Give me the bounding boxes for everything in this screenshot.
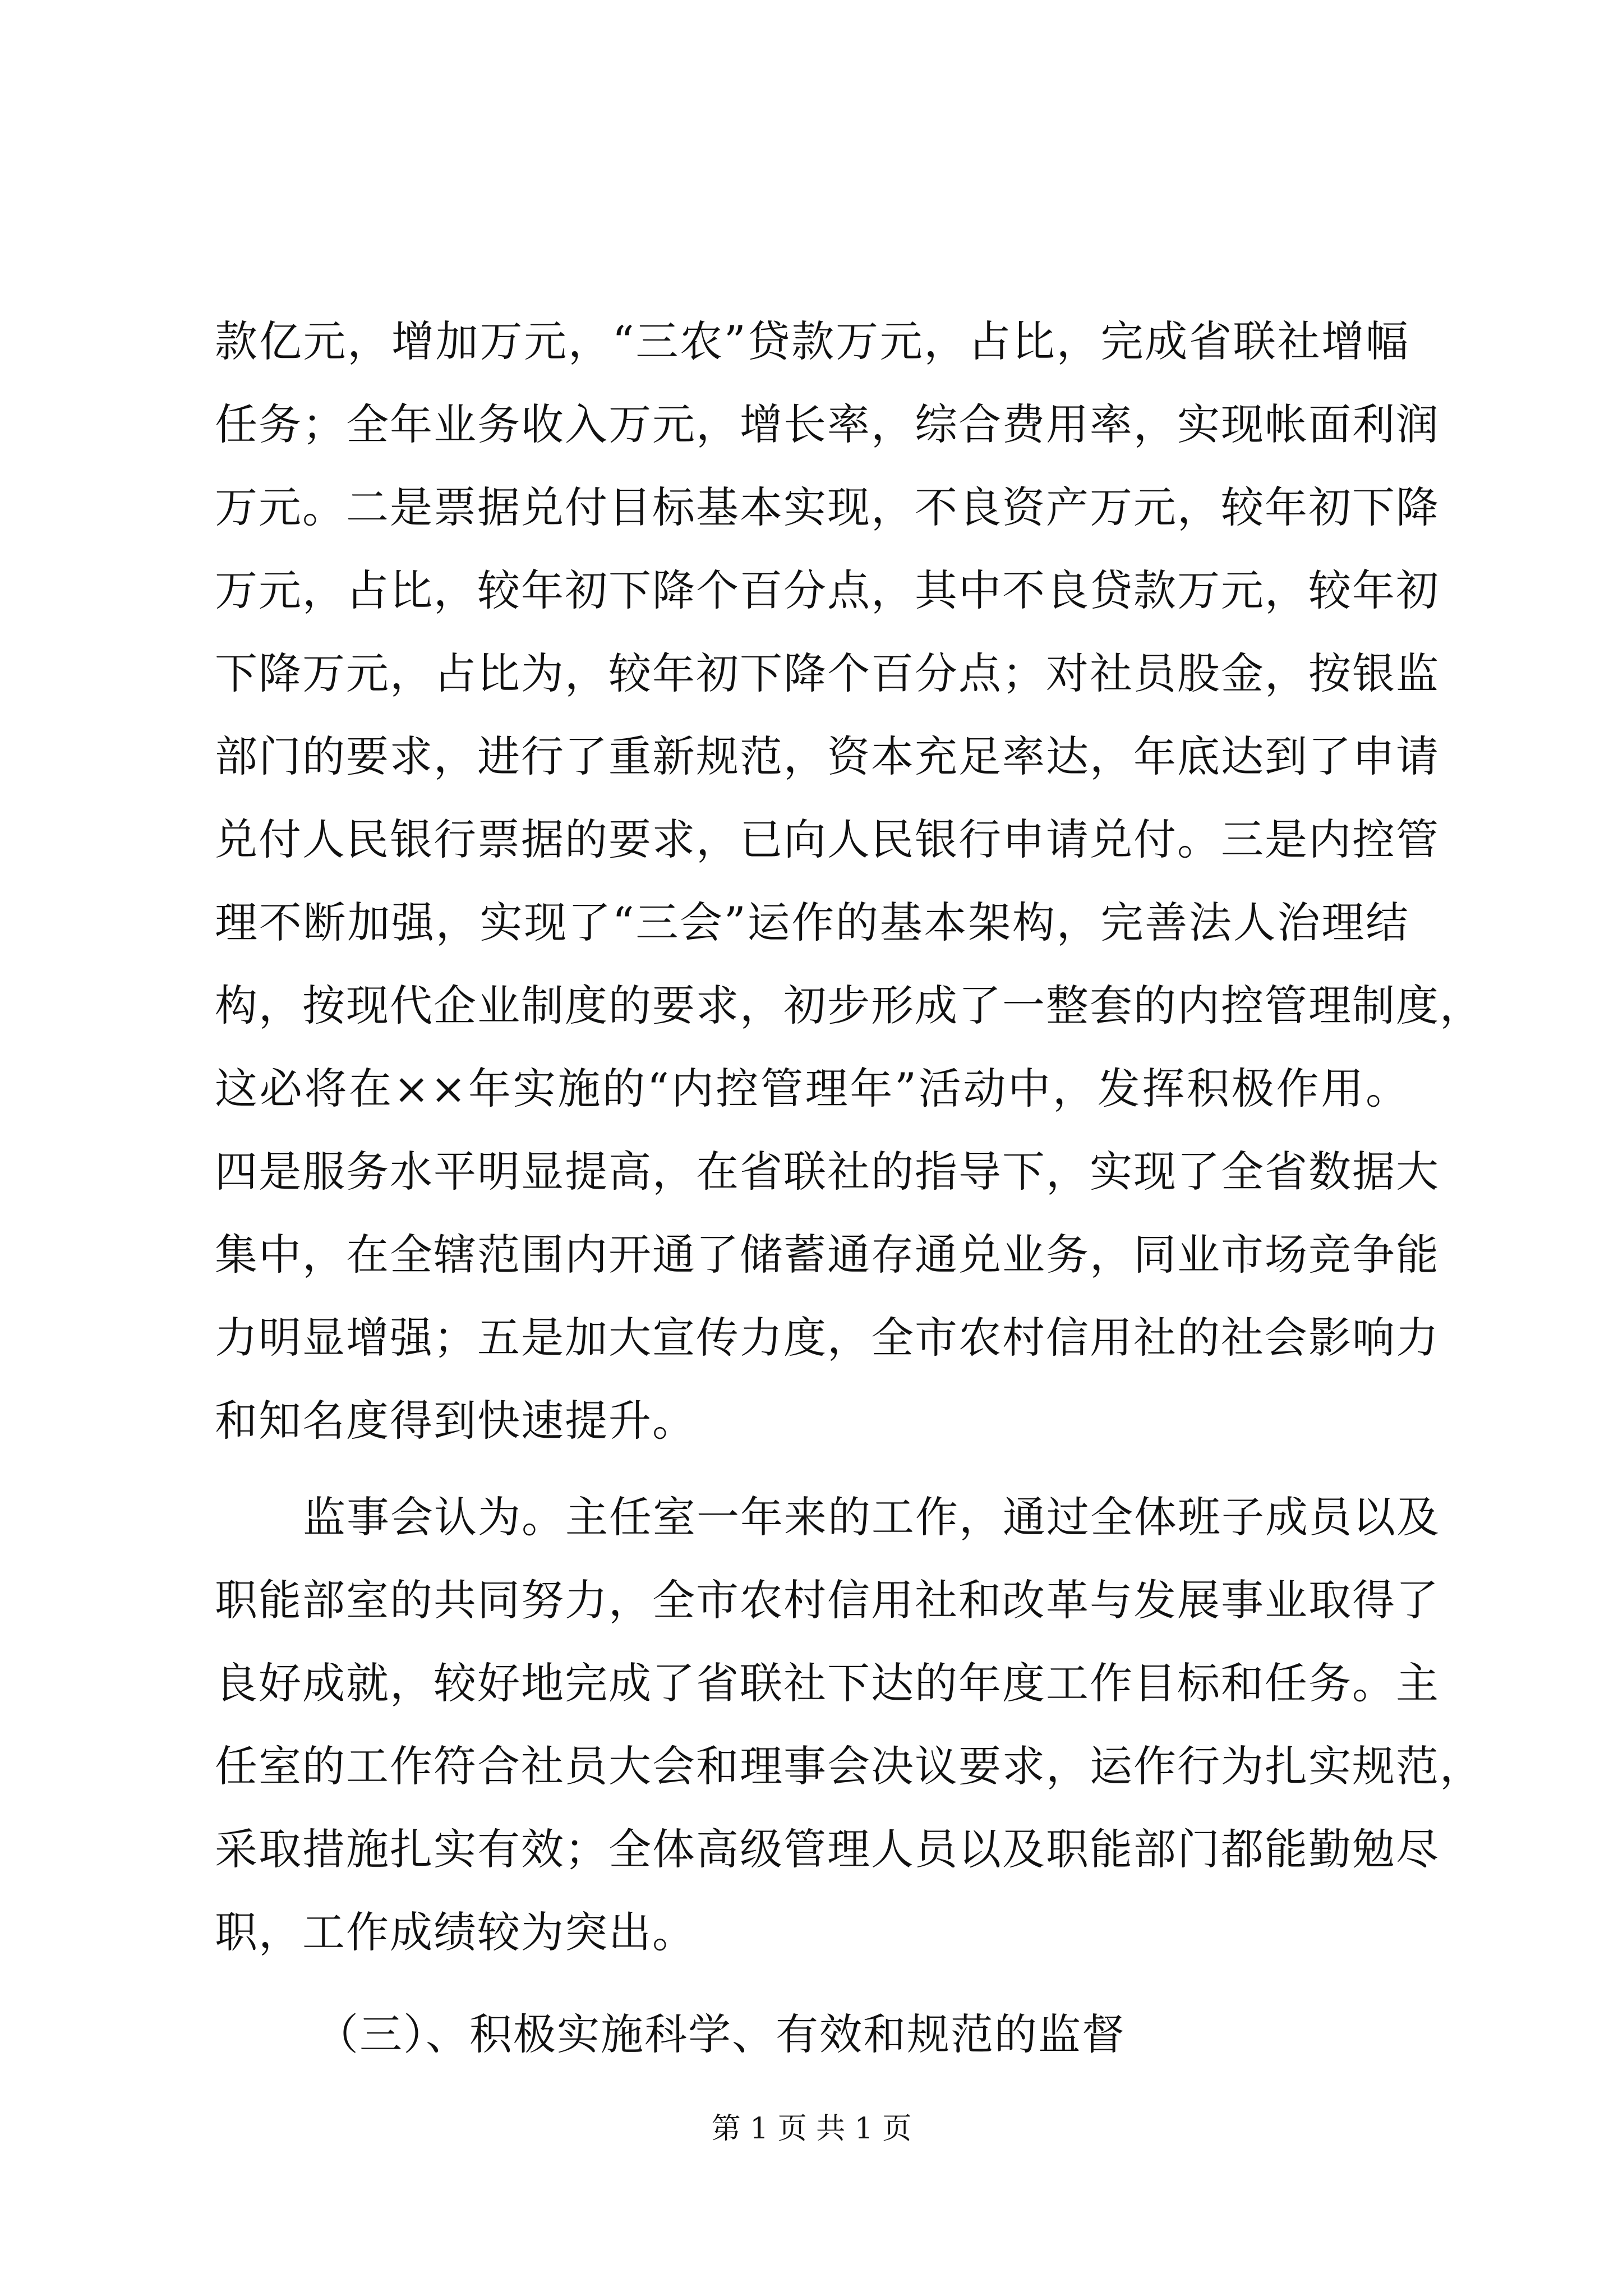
paragraph-line: 四是服务水平明显提高，在省联社的指导下，实现了全省数据大 — [215, 1147, 1440, 1197]
paragraph-line: 构，按现代企业制度的要求，初步形成了一整套的内控管理制度， — [215, 981, 1483, 1030]
section-heading: （三）、积极实施科学、有效和规范的监督 — [316, 2009, 1126, 2059]
paragraph-line: 下降万元，占比为，较年初下降个百分点；对社员股金，按银监 — [215, 648, 1440, 698]
paragraph-1 — [215, 300, 1483, 1462]
paragraph-line: 这必将在××年实施的“内控管理年”活动中，发挥积极作用。 — [215, 1064, 1409, 1114]
paragraph-line: 任务；全年业务收入万元，增长率，综合费用率，实现帐面利润 — [215, 399, 1440, 449]
paragraph-line: 万元，占比，较年初下降个百分点，其中不良贷款万元，较年初 — [215, 565, 1440, 615]
paragraph-line: 采取措施扎实有效；全体高级管理人员以及职能部门都能勤勉尽 — [215, 1824, 1440, 1874]
paragraph-line: 兑付人民银行票据的要求，已向人民银行申请兑付。三是内控管 — [215, 815, 1440, 864]
paragraph-2 — [215, 1476, 1483, 1974]
document-body — [215, 300, 1483, 2076]
paragraph-line: 万元。二是票据兑付目标基本实现，不良资产万元，较年初下降 — [215, 482, 1440, 532]
paragraph-line: 款亿元，增加万元，“三农”贷款万元，占比，完成省联社增幅 — [215, 316, 1409, 366]
paragraph-line: 职能部室的共同努力，全市农村信用社和改革与发展事业取得了 — [215, 1575, 1440, 1625]
paragraph-line: 任室的工作符合社员大会和理事会决议要求，运作行为扎实规范， — [215, 1741, 1483, 1791]
paragraph-line: 理不断加强，实现了“三会”运作的基本架构，完善法人治理结 — [215, 898, 1409, 947]
paragraph-line: 集中，在全辖范围内开通了储蓄通存通兑业务，同业市场竞争能 — [215, 1230, 1440, 1280]
paragraph-line: 监事会认为。主任室一年来的工作，通过全体班子成员以及 — [303, 1492, 1440, 1542]
paragraph-line: 力明显增强；五是加大宣传力度，全市农村信用社的社会影响力 — [215, 1313, 1440, 1363]
paragraph-line: 部门的要求，进行了重新规范，资本充足率达，年底达到了申请 — [215, 731, 1440, 781]
paragraph-line: 良好成就，较好地完成了省联社下达的年度工作目标和任务。主 — [215, 1658, 1440, 1708]
paragraph-line: 职，工作成绩较为突出。 — [215, 1907, 696, 1957]
page-footer: 第 1 页 共 1 页 — [711, 2112, 912, 2146]
paragraph-line: 和知名度得到快速提升。 — [215, 1396, 696, 1446]
